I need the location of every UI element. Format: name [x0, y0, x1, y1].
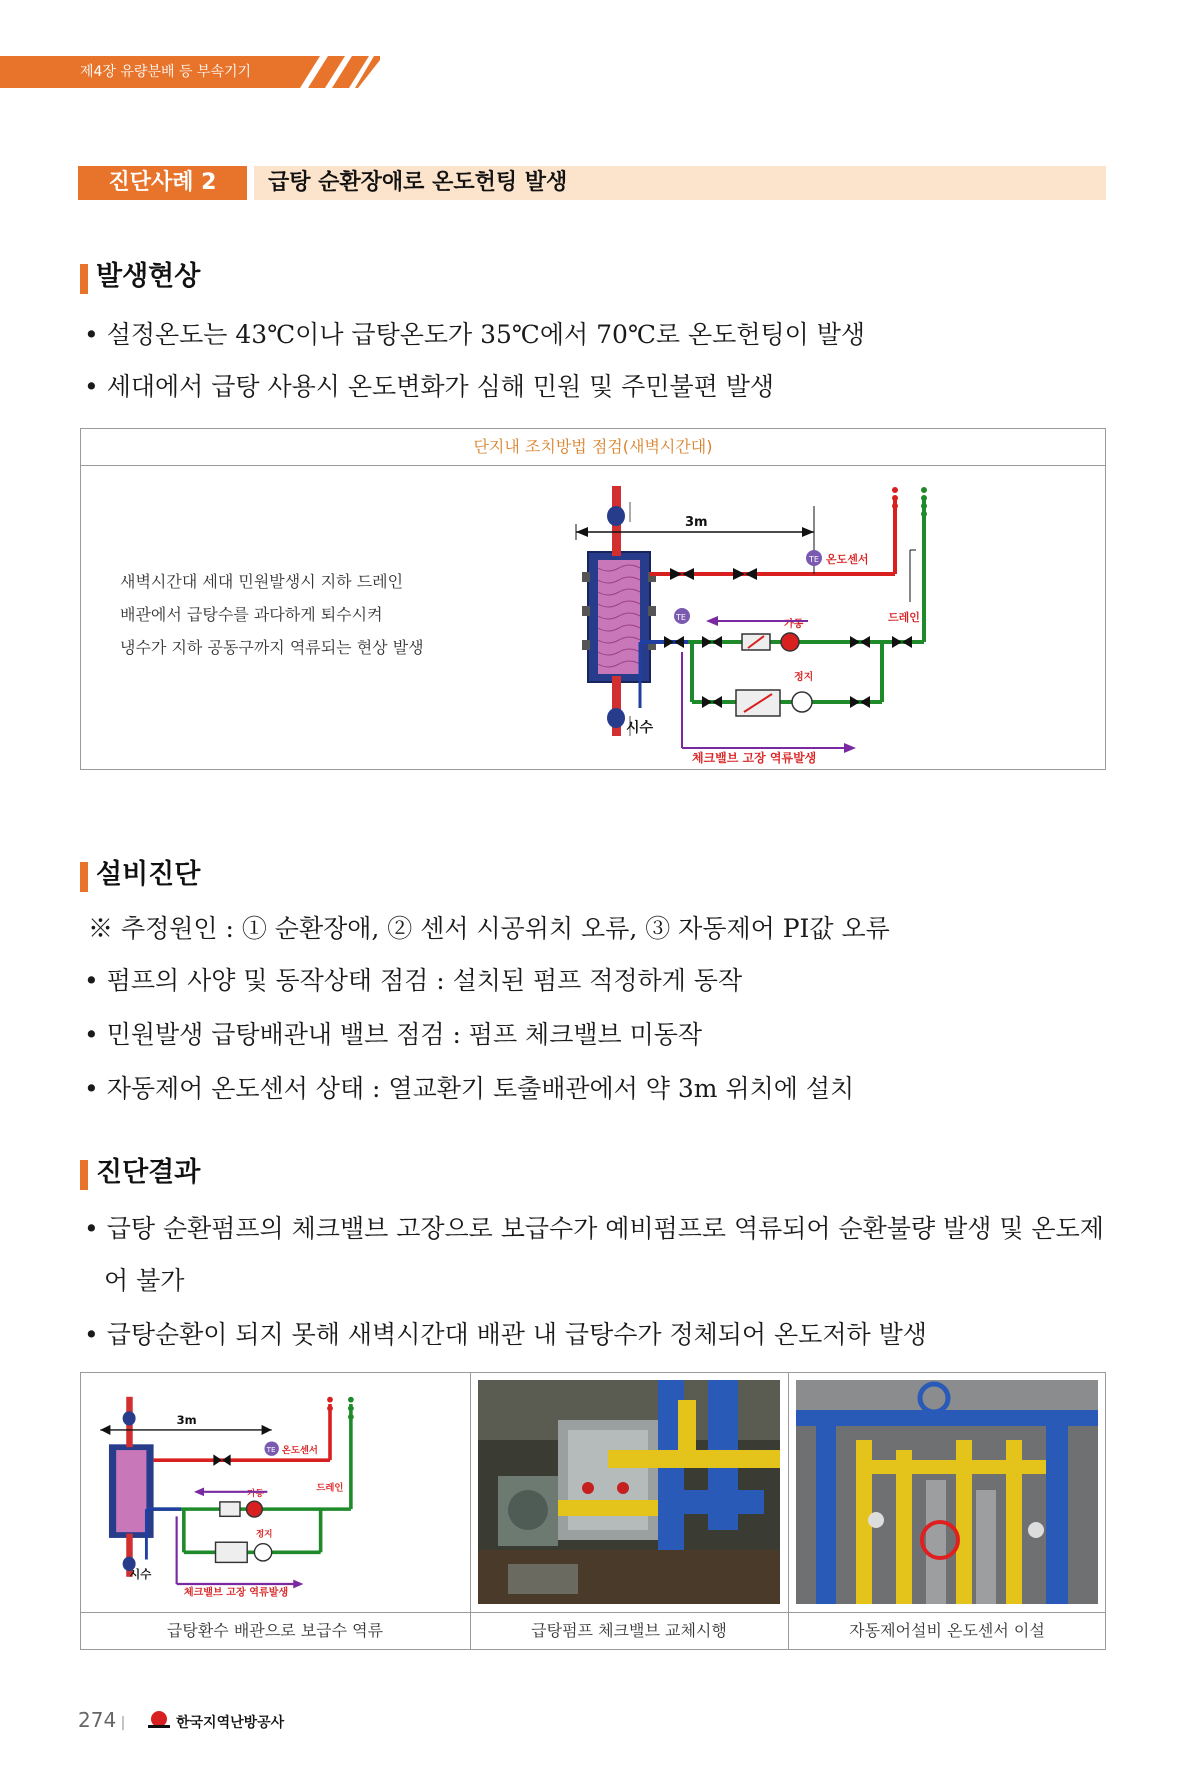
bullet-item: • 자동제어 온도센서 상태 : 열교환기 토출배관에서 약 3m 위치에 설치	[84, 1074, 855, 1103]
stopped-label: 정지	[794, 672, 814, 683]
figure-caption: 급탕환수 배관으로 보급수 역류	[166, 1621, 384, 1640]
page-number: 274 |	[78, 1708, 126, 1732]
piping-diagram	[570, 476, 1070, 766]
box-note-line: 새벽시간대 세대 민원발생시 지하 드레인	[120, 572, 404, 591]
section-marker	[80, 1160, 88, 1190]
sensor-te-label: TE	[809, 555, 819, 564]
pump-running-icon	[781, 633, 799, 651]
piping-schematic	[576, 486, 927, 765]
heat-exchanger-icon	[582, 552, 656, 682]
figure-caption: 급탕펌프 체크밸브 교체시행	[531, 1621, 727, 1640]
divider	[470, 1372, 471, 1650]
city-water-label: 시수	[129, 1567, 152, 1582]
case-label: 진단사례 2	[78, 166, 247, 200]
section-marker	[80, 264, 88, 294]
box-header: 단지내 조치방법 점검(새벽시간대)	[80, 428, 1106, 466]
box-note-line: 배관에서 급탕수를 과다하게 퇴수시켜	[120, 605, 383, 624]
bullet-text: 펌프의 사양 및 동작상태 점검 : 설치된 펌프 적정하게 동작	[106, 966, 743, 995]
section-heading-equipment: 설비진단	[96, 859, 201, 890]
distance-label: 3m	[685, 515, 708, 530]
figure-caption: 자동제어설비 온도센서 이설	[849, 1621, 1045, 1640]
divider	[788, 1372, 789, 1650]
section-heading-occurrence: 발생현상	[96, 261, 201, 292]
case-title: 급탕 순환장애로 온도헌팅 발생	[268, 170, 568, 195]
bullet-continuation: 어 불가	[104, 1266, 185, 1295]
bullet-item: • 설정온도는 43℃이나 급탕온도가 35℃에서 70℃로 온도헌팅이 발생	[84, 320, 866, 349]
box-note-line: 냉수가 지하 공동구까지 역류되는 현상 발생	[120, 638, 424, 657]
sensor-te-label: TE	[676, 613, 686, 622]
sensor-te-label: TE	[266, 1445, 276, 1455]
cause-line: ※ 추정원인 : ① 순환장애, ② 센서 시공위치 오류, ③ 자동제어 PI값 오류	[88, 914, 890, 943]
running-label: 가동	[784, 619, 804, 630]
sensor-label: 온도센서	[826, 553, 869, 566]
pump-stopped-icon	[792, 692, 812, 712]
bullet-text: 세대에서 급탕 사용시 온도변화가 심해 민원 및 주민불편 발생	[106, 372, 775, 401]
sensor-label: 온도센서	[281, 1444, 318, 1456]
org-logo-icon	[146, 1710, 172, 1732]
bullet-item: • 세대에서 급탕 사용시 온도변화가 심해 민원 및 주민불편 발생	[84, 372, 775, 401]
bullet-text: 급탕순환이 되지 못해 새벽시간대 배관 내 급탕수가 정체되어 온도저하 발생	[106, 1320, 927, 1349]
stopped-label: 정지	[255, 1529, 273, 1540]
fault-label: 체크밸브 고장 역류발생	[183, 1587, 289, 1599]
temperature-sensor-photo	[796, 1380, 1098, 1604]
pump-room-photo	[478, 1380, 780, 1604]
bullet-item: • 펌프의 사양 및 동작상태 점검 : 설치된 펌프 적정하게 동작	[84, 966, 743, 995]
running-label: 가동	[247, 1489, 264, 1500]
drain-label: 드레인	[888, 611, 920, 624]
distance-label: 3m	[176, 1413, 197, 1428]
piping-diagram-small	[96, 1386, 456, 1602]
city-water-label: 시수	[626, 720, 654, 736]
chapter-title: 제4장 유량분배 등 부속기기	[80, 64, 252, 80]
bullet-text: 급탕 순환펌프의 체크밸브 고장으로 보급수가 예비펌프로 역류되어 순환불량 발생 및 온도제	[106, 1214, 1104, 1243]
bullet-item: • 민원발생 급탕배관내 밸브 점검 : 펌프 체크밸브 미동작	[84, 1020, 703, 1049]
organization-name: 한국지역난방공사	[176, 1715, 285, 1731]
bullet-text: 설정온도는 43℃이나 급탕온도가 35℃에서 70℃로 온도헌팅이 발생	[106, 320, 866, 349]
bullet-text: 자동제어 온도센서 상태 : 열교환기 토출배관에서 약 3m 위치에 설치	[106, 1074, 855, 1103]
drain-label: 드레인	[316, 1482, 344, 1494]
section-heading-result: 진단결과	[96, 1157, 201, 1188]
bullet-text: 민원발생 급탕배관내 밸브 점검 : 펌프 체크밸브 미동작	[106, 1020, 703, 1049]
fault-label: 체크밸브 고장 역류발생	[692, 751, 817, 765]
bullet-item: • 급탕 순환펌프의 체크밸브 고장으로 보급수가 예비펌프로 역류되어 순환불량 발생 및 온도제	[84, 1214, 1104, 1243]
bullet-item: • 급탕순환이 되지 못해 새벽시간대 배관 내 급탕수가 정체되어 온도저하 발생	[84, 1320, 927, 1349]
section-marker	[80, 862, 88, 892]
